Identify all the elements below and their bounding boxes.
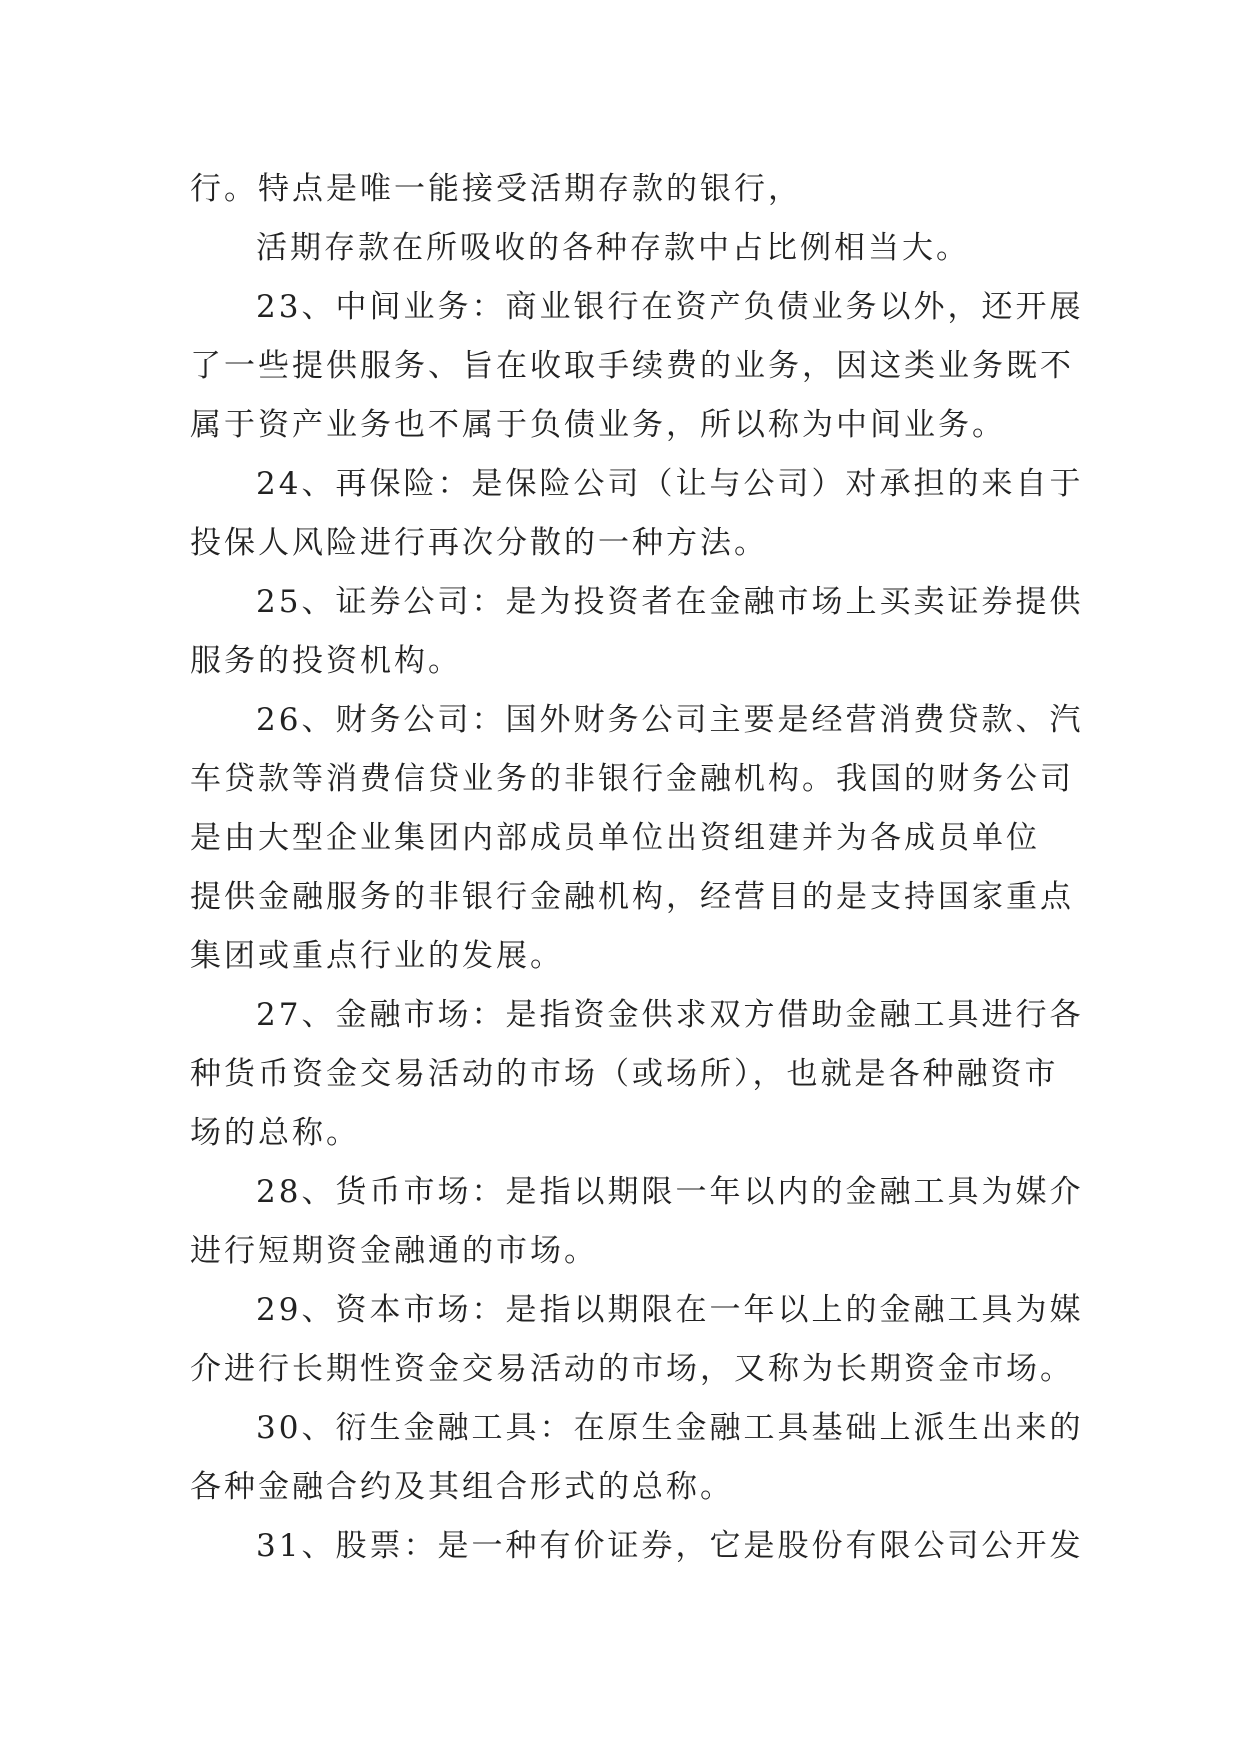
text-line-13: 提供金融服务的非银行金融机构，经营目的是支持国家重点	[190, 879, 1074, 915]
text-line-4: 了一些提供服务、旨在收取手续费的业务，因这类业务既不	[190, 348, 1074, 384]
document-body	[190, 160, 1084, 1576]
text-line-8: 25、证券公司：是为投资者在金融市场上买卖证券提供	[256, 584, 1084, 620]
text-line-7: 投保人风险进行再次分散的一种方法。	[190, 525, 768, 561]
text-line-22: 30、衍生金融工具：在原生金融工具基础上派生出来的	[256, 1410, 1084, 1446]
text-line-19: 进行短期资金融通的市场。	[190, 1233, 598, 1269]
text-line-23: 各种金融合约及其组合形式的总称。	[190, 1469, 734, 1505]
text-line-20: 29、资本市场：是指以期限在一年以上的金融工具为媒	[256, 1292, 1084, 1328]
text-line-16: 种货币资金交易活动的市场（或场所），也就是各种融资市	[190, 1056, 1059, 1092]
text-line-10: 26、财务公司：国外财务公司主要是经营消费贷款、汽	[256, 702, 1084, 738]
text-line-9: 服务的投资机构。	[190, 643, 462, 679]
text-line-3: 23、中间业务：商业银行在资产负债业务以外，还开展	[256, 289, 1084, 325]
text-line-1: 行。特点是唯一能接受活期存款的银行，	[190, 171, 802, 207]
text-line-15: 27、金融市场：是指资金供求双方借助金融工具进行各	[256, 997, 1084, 1033]
text-line-18: 28、货币市场：是指以期限一年以内的金融工具为媒介	[256, 1174, 1084, 1210]
text-line-11: 车贷款等消费信贷业务的非银行金融机构。我国的财务公司	[190, 761, 1074, 797]
text-line-14: 集团或重点行业的发展。	[190, 938, 564, 974]
text-line-17: 场的总称。	[190, 1115, 360, 1151]
text-line-24: 31、股票：是一种有价证券，它是股份有限公司公开发	[256, 1528, 1084, 1564]
text-line-12: 是由大型企业集团内部成员单位出资组建并为各成员单位	[190, 820, 1040, 856]
text-line-2: 活期存款在所吸收的各种存款中占比例相当大。	[256, 230, 970, 266]
text-line-6: 24、再保险：是保险公司（让与公司）对承担的来自于	[256, 466, 1084, 502]
text-line-5: 属于资产业务也不属于负债业务，所以称为中间业务。	[190, 407, 1006, 443]
text-line-21: 介进行长期性资金交易活动的市场，又称为长期资金市场。	[190, 1351, 1074, 1387]
